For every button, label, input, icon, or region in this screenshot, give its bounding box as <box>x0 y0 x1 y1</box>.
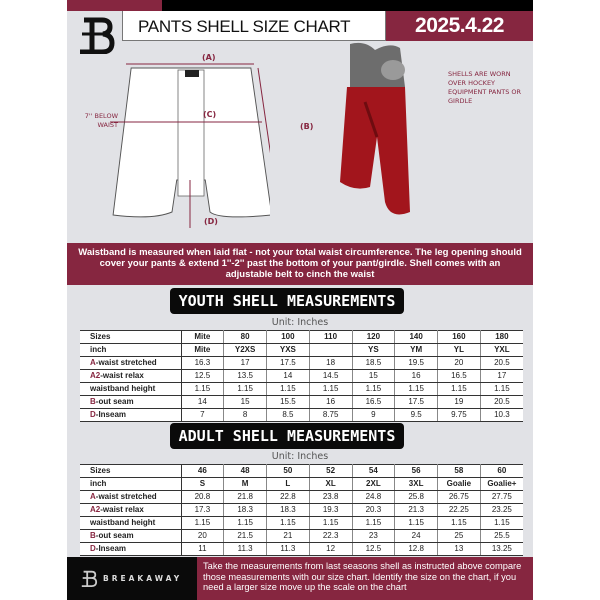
table-cell: 17.5 <box>267 357 310 370</box>
page-title: PANTS SHELL SIZE CHART <box>138 17 351 36</box>
table-cell: 1.15 <box>309 517 352 530</box>
table-cell: 20.5 <box>480 357 523 370</box>
footer-instructions: Take the measurements from last seasons shell as instructed above compare those measurements with our size chart. Identify the size on the chart, if you need a larger size move up the scale on the chart <box>197 557 533 600</box>
row-label <box>80 357 181 370</box>
table-cell: YL <box>438 344 481 357</box>
table-cell: 18.5 <box>352 357 395 370</box>
table-cell: 16 <box>395 370 438 383</box>
table-cell: 21.3 <box>395 504 438 517</box>
table-row <box>80 344 523 357</box>
table-cell: 1.15 <box>480 517 523 530</box>
table-row <box>80 491 523 504</box>
adult-section-title: ADULT SHELL MEASUREMENTS <box>170 423 404 449</box>
table-cell: 22.3 <box>309 530 352 543</box>
table-cell: 2XL <box>352 478 395 491</box>
table-cell: 1.15 <box>224 517 267 530</box>
measure-code: A2 <box>90 505 101 514</box>
table-cell: 12.5 <box>352 543 395 556</box>
table-cell: 21.5 <box>224 530 267 543</box>
measure-code: A <box>90 358 96 367</box>
measure-name: -waist stretched <box>95 358 157 367</box>
table-cell: 23.8 <box>309 491 352 504</box>
row-label <box>80 478 181 491</box>
table-row <box>80 383 523 396</box>
table-cell: 16.5 <box>438 370 481 383</box>
table-cell: 9.5 <box>395 409 438 422</box>
table-cell: 1.15 <box>480 383 523 396</box>
table-cell: 56 <box>395 465 438 478</box>
table-row <box>80 478 523 491</box>
brand-name: BREAKAWAY <box>103 574 183 583</box>
shell-photo <box>335 42 445 222</box>
table-cell: 18.3 <box>224 504 267 517</box>
table-cell: 8.5 <box>267 409 310 422</box>
table-row <box>80 504 523 517</box>
measure-name: -Inseam <box>95 544 127 553</box>
measure-code: D <box>90 544 96 553</box>
table-cell: 17 <box>224 357 267 370</box>
table-cell: 1.15 <box>267 517 310 530</box>
table-cell: 11.3 <box>224 543 267 556</box>
table-cell: Goalie <box>438 478 481 491</box>
table-cell: 16 <box>309 396 352 409</box>
table-cell: 13.5 <box>224 370 267 383</box>
row-label <box>80 504 181 517</box>
table-row <box>80 530 523 543</box>
row-label <box>80 465 181 478</box>
table-cell: 60 <box>480 465 523 478</box>
table-cell: S <box>181 478 224 491</box>
table-cell: 1.15 <box>267 383 310 396</box>
table-cell: 21.8 <box>224 491 267 504</box>
table-cell: 19 <box>438 396 481 409</box>
breakaway-logo-small-icon <box>80 568 98 588</box>
row-label <box>80 396 181 409</box>
table-cell: L <box>267 478 310 491</box>
table-cell: 100 <box>267 331 310 344</box>
measurement-instructions-banner: Waistband is measured when laid flat - not your total waist circumference. The leg opening should cover your pants & extend 1''-2'' past the bottom of your pant/girdle. Shell comes with an adjustable belt to cinch the waist <box>67 243 533 285</box>
table-cell: 1.15 <box>352 383 395 396</box>
table-cell: 15 <box>352 370 395 383</box>
table-cell: Mite <box>181 344 224 357</box>
top-black-bar <box>162 0 533 11</box>
measure-name: inch <box>90 345 107 354</box>
table-cell: 19.5 <box>395 357 438 370</box>
table-cell: 3XL <box>395 478 438 491</box>
row-label <box>80 409 181 422</box>
shell-worn-note: SHELLS ARE WORN OVER HOCKEY EQUIPMENT PANTS OR GIRDLE <box>448 70 522 105</box>
measure-name: -out seam <box>95 531 134 540</box>
table-cell: XL <box>309 478 352 491</box>
table-cell: 12.5 <box>181 370 224 383</box>
table-cell: 23 <box>352 530 395 543</box>
table-cell: 14 <box>267 370 310 383</box>
table-row <box>80 396 523 409</box>
measure-name: inch <box>90 479 107 488</box>
table-cell: 19.3 <box>309 504 352 517</box>
table-cell: 10.3 <box>480 409 523 422</box>
table-cell: 23.25 <box>480 504 523 517</box>
label-d: (D) <box>204 217 218 226</box>
table-cell: 1.15 <box>224 383 267 396</box>
date-badge: 2025.4.22 <box>386 11 533 41</box>
breakaway-logo-icon <box>76 14 116 54</box>
table-cell: 15.5 <box>267 396 310 409</box>
table-cell: 1.15 <box>352 517 395 530</box>
youth-size-table <box>80 330 523 422</box>
measure-name: waistband height <box>90 518 156 527</box>
row-label <box>80 530 181 543</box>
table-cell: 120 <box>352 331 395 344</box>
table-cell: 25.8 <box>395 491 438 504</box>
table-row <box>80 517 523 530</box>
table-cell: 27.75 <box>480 491 523 504</box>
table-cell: 17.5 <box>395 396 438 409</box>
table-cell: 20.5 <box>480 396 523 409</box>
label-c: (C) <box>203 110 217 119</box>
measure-name: waistband height <box>90 384 156 393</box>
table-cell: 140 <box>395 331 438 344</box>
table-cell: 9 <box>352 409 395 422</box>
table-cell: 21 <box>267 530 310 543</box>
table-cell: 25.5 <box>480 530 523 543</box>
table-cell: 1.15 <box>395 383 438 396</box>
table-cell: 46 <box>181 465 224 478</box>
table-cell: 20.8 <box>181 491 224 504</box>
row-label <box>80 370 181 383</box>
row-label <box>80 517 181 530</box>
measure-code: A <box>90 492 96 501</box>
table-row <box>80 370 523 383</box>
table-cell: 13 <box>438 543 481 556</box>
table-cell: 52 <box>309 465 352 478</box>
measure-name: Sizes <box>90 466 111 475</box>
table-cell: 11.3 <box>267 543 310 556</box>
table-cell: 16.5 <box>352 396 395 409</box>
table-cell: 20 <box>438 357 481 370</box>
table-cell <box>309 344 352 357</box>
table-cell: 1.15 <box>438 517 481 530</box>
measure-code: B <box>90 397 96 406</box>
table-cell: 20.3 <box>352 504 395 517</box>
table-cell: 1.15 <box>395 517 438 530</box>
youth-unit-label: Unit: Inches <box>271 317 329 328</box>
row-label <box>80 543 181 556</box>
row-label <box>80 383 181 396</box>
table-cell: 26.75 <box>438 491 481 504</box>
table-cell: 54 <box>352 465 395 478</box>
table-cell: Goalie+ <box>480 478 523 491</box>
table-cell: 13.25 <box>480 543 523 556</box>
table-cell: 11 <box>181 543 224 556</box>
adult-unit-label: Unit: Inches <box>271 451 329 462</box>
table-cell: 16.3 <box>181 357 224 370</box>
table-cell: 14.5 <box>309 370 352 383</box>
measure-name: Sizes <box>90 332 111 341</box>
table-cell: 180 <box>480 331 523 344</box>
table-cell: YXL <box>480 344 523 357</box>
table-cell: 1.15 <box>181 517 224 530</box>
table-cell: 1.15 <box>181 383 224 396</box>
table-row <box>80 357 523 370</box>
measure-name: -out seam <box>95 397 134 406</box>
table-cell: 22.8 <box>267 491 310 504</box>
row-label <box>80 491 181 504</box>
table-cell: 7 <box>181 409 224 422</box>
measure-name: -waist stretched <box>95 492 157 501</box>
table-cell: 8.75 <box>309 409 352 422</box>
c-measure-note: 7'' BELOW WAIST <box>84 112 118 129</box>
table-cell: 17.3 <box>181 504 224 517</box>
table-cell: 50 <box>267 465 310 478</box>
table-cell: 18.3 <box>267 504 310 517</box>
table-cell: 80 <box>224 331 267 344</box>
row-label <box>80 344 181 357</box>
table-cell: 12 <box>309 543 352 556</box>
table-cell: M <box>224 478 267 491</box>
table-cell: 58 <box>438 465 481 478</box>
table-cell: 20 <box>181 530 224 543</box>
table-cell: 110 <box>309 331 352 344</box>
table-cell: YS <box>352 344 395 357</box>
top-accent-bar <box>67 0 162 11</box>
table-cell: 1.15 <box>438 383 481 396</box>
table-cell: 24.8 <box>352 491 395 504</box>
table-row <box>80 331 523 344</box>
table-cell: Y2XS <box>224 344 267 357</box>
table-cell: YXS <box>267 344 310 357</box>
table-cell: YM <box>395 344 438 357</box>
table-cell: Mite <box>181 331 224 344</box>
table-row <box>80 543 523 556</box>
youth-section-title: YOUTH SHELL MEASUREMENTS <box>170 288 404 314</box>
table-cell: 17 <box>480 370 523 383</box>
table-cell: 48 <box>224 465 267 478</box>
table-cell: 8 <box>224 409 267 422</box>
label-b: (B) <box>300 122 314 131</box>
table-cell: 18 <box>309 357 352 370</box>
measure-code: D <box>90 410 96 419</box>
measure-name: -waist relax <box>100 371 144 380</box>
table-cell: 1.15 <box>309 383 352 396</box>
measure-name: -waist relax <box>100 505 144 514</box>
label-a: (A) <box>202 53 216 62</box>
table-row <box>80 465 523 478</box>
table-cell: 12.8 <box>395 543 438 556</box>
table-cell: 160 <box>438 331 481 344</box>
measure-code: B <box>90 531 96 540</box>
adult-size-table <box>80 464 523 556</box>
table-cell: 9.75 <box>438 409 481 422</box>
table-cell: 24 <box>395 530 438 543</box>
table-cell: 14 <box>181 396 224 409</box>
table-cell: 22.25 <box>438 504 481 517</box>
table-row <box>80 409 523 422</box>
measure-code: A2 <box>90 371 101 380</box>
row-label <box>80 331 181 344</box>
table-cell: 25 <box>438 530 481 543</box>
pants-diagram <box>110 50 270 230</box>
table-cell: 15 <box>224 396 267 409</box>
measure-name: -Inseam <box>95 410 127 419</box>
